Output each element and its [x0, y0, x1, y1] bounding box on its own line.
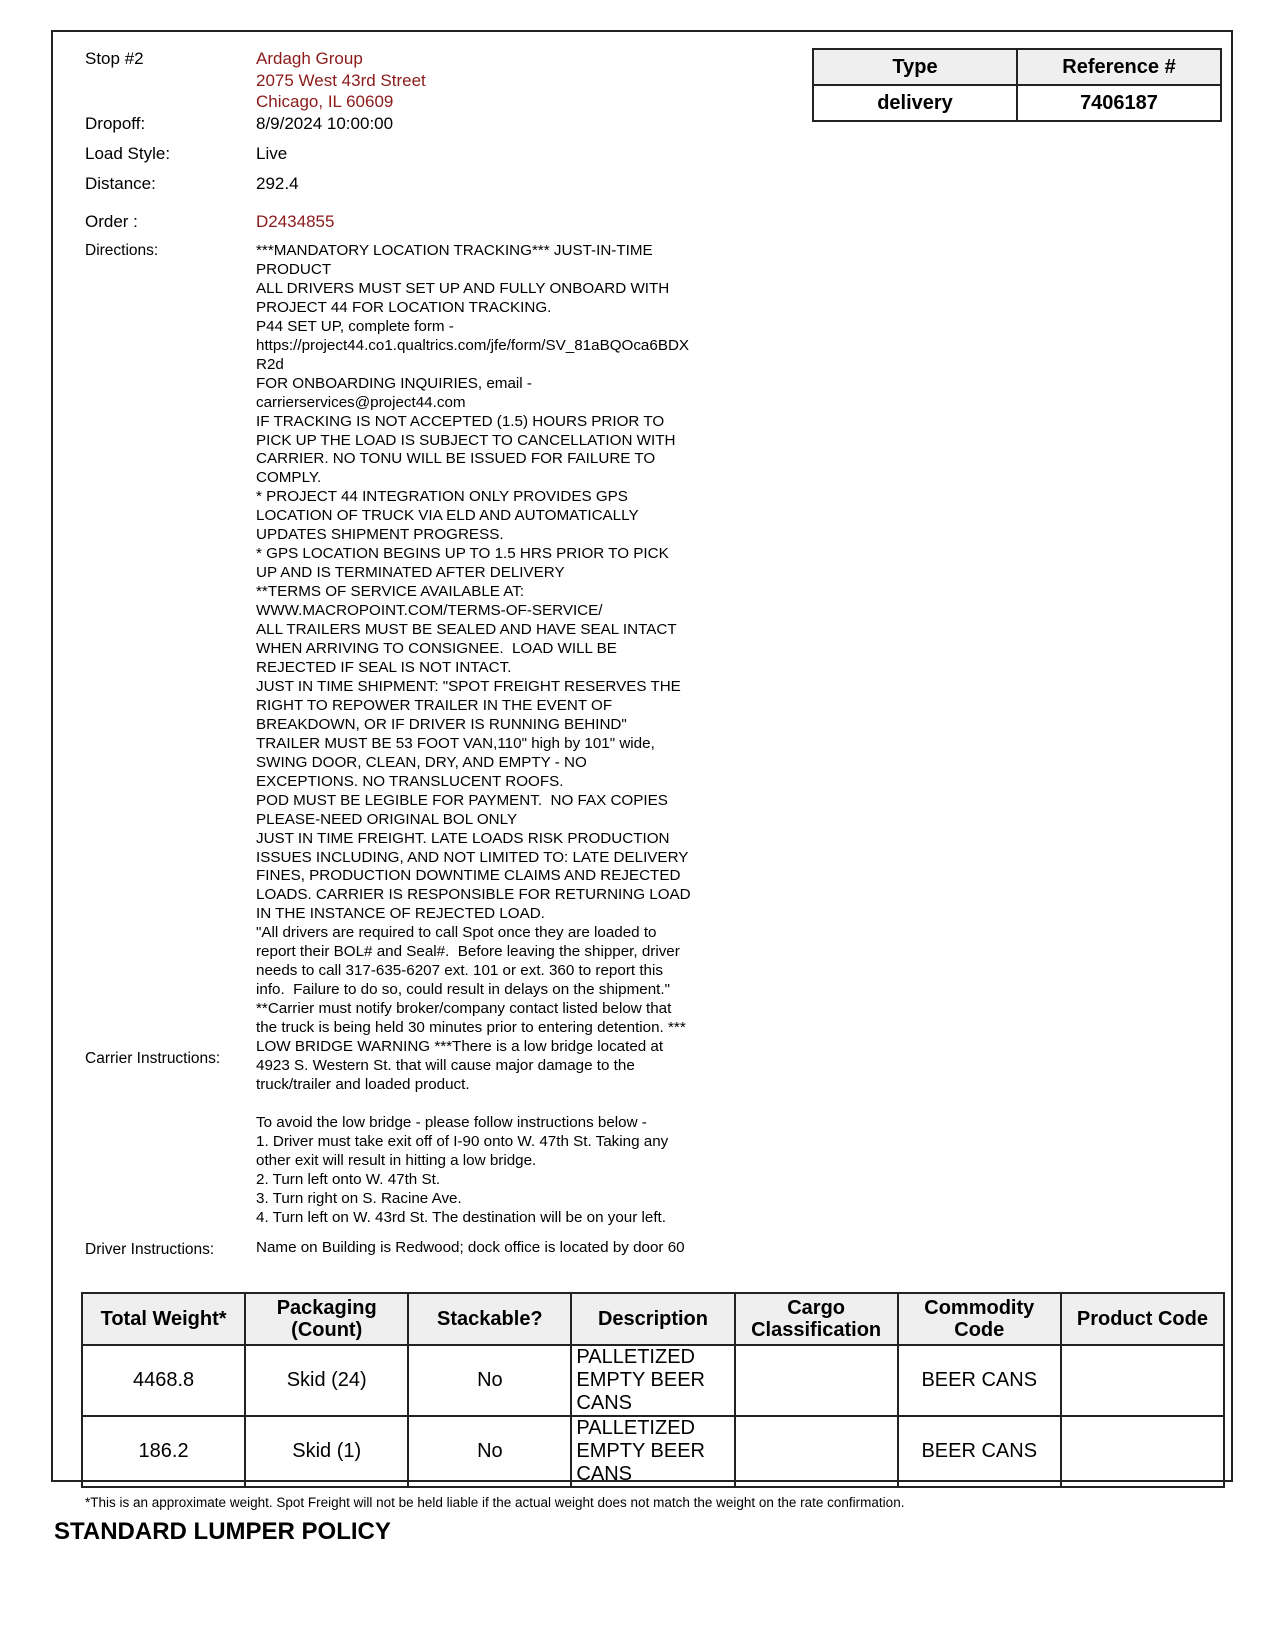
col-packaging: Packaging (Count): [245, 1293, 408, 1345]
company-address-line2: Chicago, IL 60609: [256, 92, 394, 111]
driver-instructions-label: Driver Instructions:: [85, 1241, 215, 1258]
company-name: Ardagh Group: [256, 49, 363, 68]
dropoff-value: 8/9/2024 10:00:00: [256, 114, 394, 133]
driver-instructions-text: Name on Building is Redwood; dock office is located by door 60: [256, 1239, 685, 1256]
distance-value: 292.4: [256, 174, 299, 193]
directions-text: ***MANDATORY LOCATION TRACKING*** JUST-IN-TIME PRODUCT ALL DRIVERS MUST SET UP AND FULLY ONBOARD WITH PROJECT 44 FOR LOCATION TRACKING. P44 SET UP, complete form - https://project44.co1.qualtrics.com/jfe/form/SV_81aBQOca6BDX R2d FOR ONBOARDING INQUIRIES, email - carrierservices@project44.com IF TRACKING IS NOT ACCEPTED (1.5) HOURS PRIOR TO PICK UP THE LOAD IS SUBJECT TO CANCELLATION WITH CARRIER. NO TONU WILL BE ISSUED FOR FAILURE TO COMPLY. * PROJECT 44 INTEGRATION ONLY PROVIDES GPS LOCATION OF TRUCK VIA ELD AND AUTOMATICALLY UPDATES SHIPMENT PROGRESS. * GPS LOCATION BEGINS UP TO 1.5 HRS PRIOR TO PICK UP AND IS TERMINATED AFTER DELIVERY **TERMS OF SERVICE AVAILABLE AT: WWW.MACROPOINT.COM/TERMS-OF-SERVICE/ ALL TRAILERS MUST BE SEALED AND HAVE SEAL INTACT WHEN ARRIVING TO CONSIGNEE. LOAD WILL BE REJECTED IF SEAL IS NOT INTACT. JUST IN TIME SHIPMENT: "SPOT FREIGHT RESERVES THE RIGHT TO REPOWER TRAILER IN THE EVENT OF BREAKDOWN, OR IF DRIVER IS RUNNING BEHIND" TRAILER MUST BE 53 FOOT VAN,110" high by 101" wide, SWING DOOR, CLEAN, DRY, AND EMPTY - NO EXCEPTIONS. NO TRANSLUCENT ROOFS. POD MUST BE LEGIBLE FOR PAYMENT. NO FAX COPIES PLEASE-NEED ORIGINAL BOL ONLY JUST IN TIME FREIGHT. LATE LOADS RISK PRODUCTION ISSUES INCLUDING, AND NOT LIMITED TO: LATE DELIVERY FINES, PRODUCTION DOWNTIME CLAIMS AND REJECTED LOADS. CARRIER IS RESPONSIBLE FOR RETURNING LOAD IN THE INSTANCE OF REJECTED LOAD. "All drivers are required to call Spot once they are loaded to report their BOL# and Seal#. Before leaving the shipper, driver needs to call 317-635-6207 ext. 101 or ext. 360 to report this info. Failure to do so, could result in delays on the shipment." **Carrier must notify broker/company contact listed below that the truck is being held 30 minutes prior to entering detention. *** LOW BRIDGE WARNING ***There is a low bridge located at 4923 S. Western St. that will cause major damage to the truck/trailer and loaded product. To avoid the low bridge - please follow instructions below - 1. Driver must take exit off of I-90 onto W. 47th St. Taking any other exit will result in hitting a low bridge. 2. Turn left onto W. 47th St. 3. Turn right on S. Racine Ave. 4. Turn left on W. 43rd St. The destination will be on your left.: [256, 242, 691, 1226]
col-cargo-classification: Cargo Classification: [735, 1293, 898, 1345]
reference-header: Reference #: [1017, 49, 1221, 85]
type-value: delivery: [813, 85, 1017, 121]
load-style-value: Live: [256, 144, 288, 163]
col-description: Description: [571, 1293, 734, 1345]
cell-product-code: [1061, 1345, 1224, 1416]
distance-label: Distance:: [85, 174, 156, 193]
cell-cargo-classification: [735, 1416, 898, 1487]
type-header: Type: [813, 49, 1017, 85]
col-stackable: Stackable?: [408, 1293, 571, 1345]
dropoff-label: Dropoff:: [85, 114, 146, 133]
cell-total-weight: 186.2: [82, 1416, 245, 1487]
order-label: Order :: [85, 212, 138, 231]
cell-commodity-code: BEER CANS: [898, 1345, 1061, 1416]
company-address-line1: 2075 West 43rd Street: [256, 71, 426, 90]
cell-commodity-code: BEER CANS: [898, 1416, 1061, 1487]
col-commodity-code: Commodity Code: [898, 1293, 1061, 1345]
col-total-weight: Total Weight*: [82, 1293, 245, 1345]
cell-total-weight: 4468.8: [82, 1345, 245, 1416]
table-row: [82, 1345, 1224, 1416]
cargo-header-row: [82, 1293, 1224, 1345]
reference-value: 7406187: [1017, 85, 1221, 121]
stop-label: Stop #2: [85, 49, 144, 68]
cell-cargo-classification: [735, 1345, 898, 1416]
type-reference-table: [812, 48, 1222, 122]
cell-product-code: [1061, 1416, 1224, 1487]
load-style-label: Load Style:: [85, 144, 171, 163]
cell-packaging: Skid (24): [245, 1345, 408, 1416]
carrier-instructions-label: Carrier Instructions:: [85, 1050, 221, 1067]
cargo-table: [81, 1292, 1225, 1488]
table-row: [82, 1416, 1224, 1487]
col-product-code: Product Code: [1061, 1293, 1224, 1345]
cell-stackable: No: [408, 1416, 571, 1487]
policy-heading: STANDARD LUMPER POLICY: [54, 1518, 391, 1545]
order-value: D2434855: [256, 212, 335, 231]
cell-description: PALLETIZED EMPTY BEER CANS: [571, 1345, 734, 1416]
weight-footnote: *This is an approximate weight. Spot Freight will not be held liable if the actual weight does not match the weight on the rate confirmation.: [85, 1495, 905, 1510]
directions-label: Directions:: [85, 242, 159, 259]
cell-description: PALLETIZED EMPTY BEER CANS: [571, 1416, 734, 1487]
cell-stackable: No: [408, 1345, 571, 1416]
cell-packaging: Skid (1): [245, 1416, 408, 1487]
